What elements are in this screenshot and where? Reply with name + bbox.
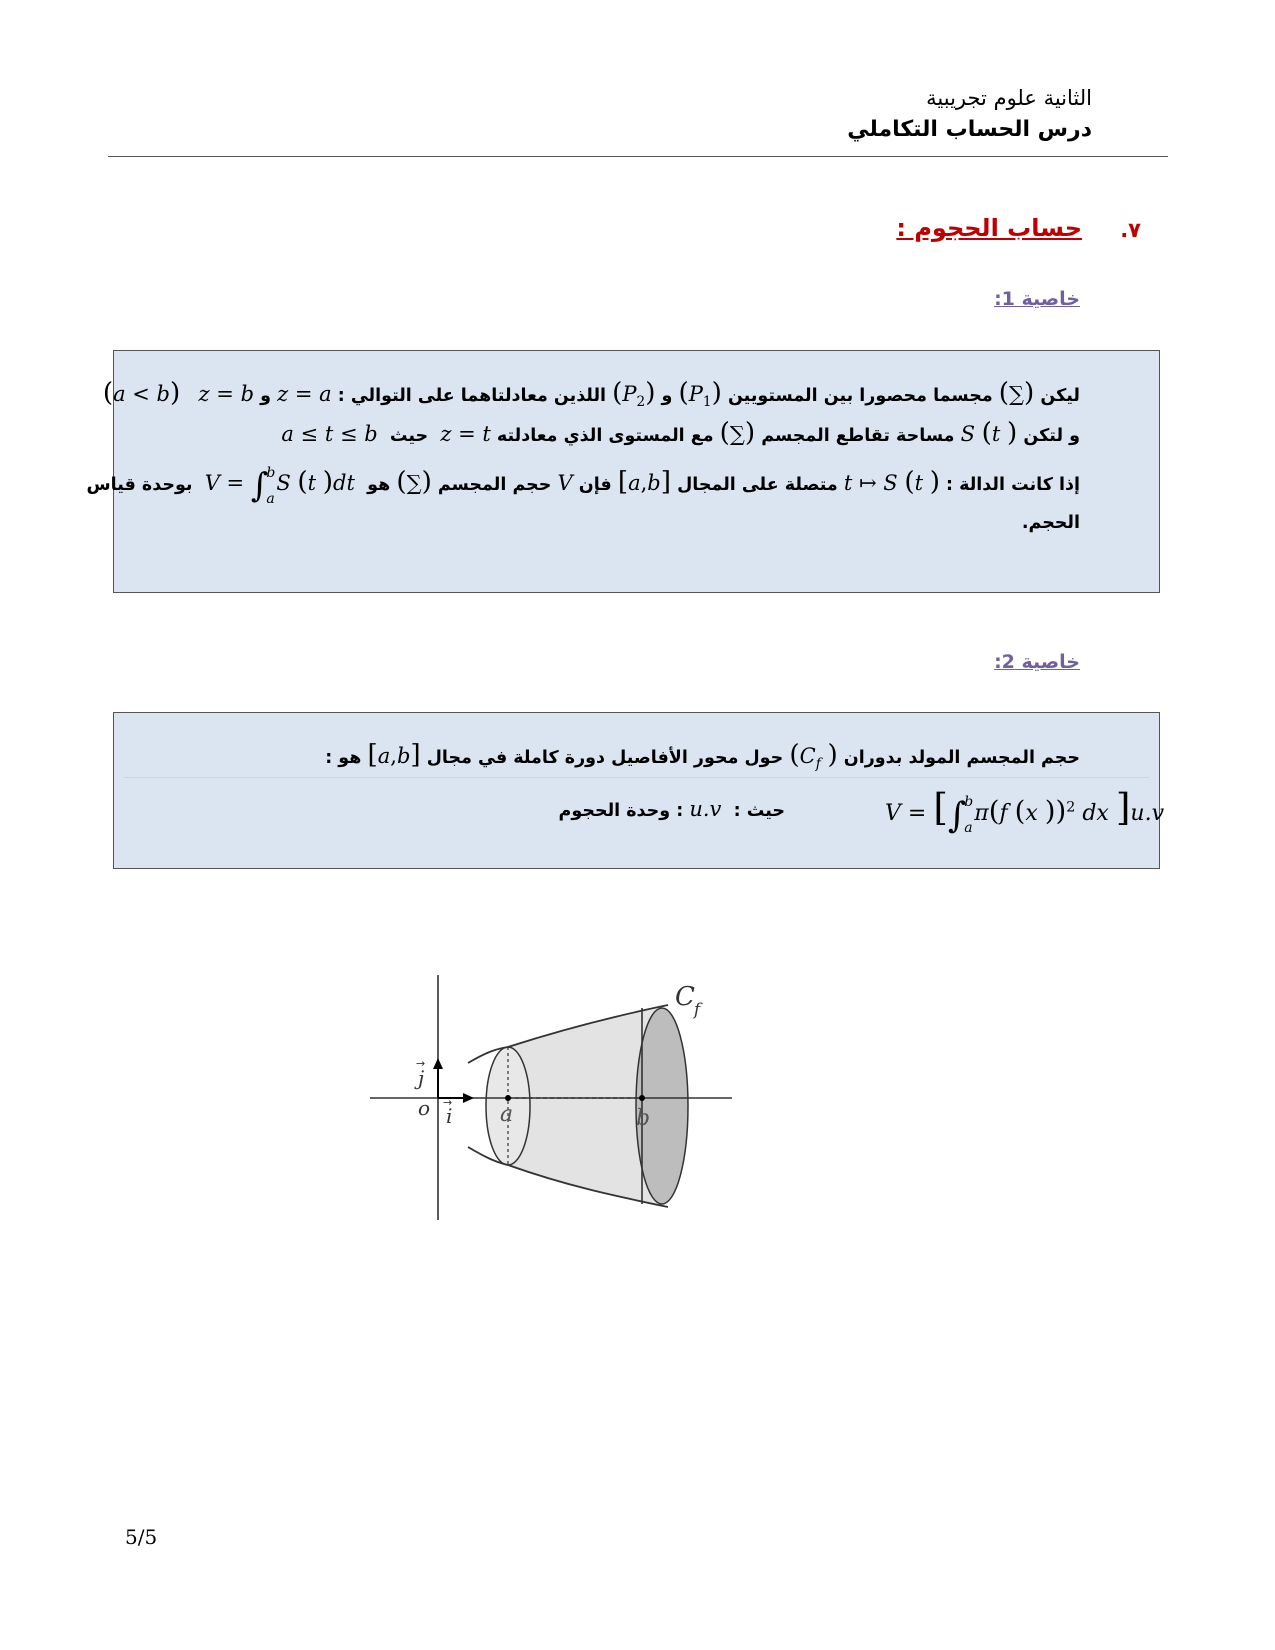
- unit-uv: u.v: [689, 797, 722, 821]
- point-b-dot: [639, 1095, 645, 1101]
- section-title: حساب الحجوم :: [896, 214, 1082, 242]
- point-a-dot: [505, 1095, 511, 1101]
- interval-ab-2: [a,b]: [367, 740, 421, 770]
- condition-t-range: a ≤ t ≤ b: [281, 422, 378, 446]
- curve-label: Cf: [675, 982, 701, 1020]
- vector-i-arrowhead: [463, 1093, 474, 1103]
- plane-p2: $(P_2)$: [612, 378, 656, 411]
- property-1-line-4: الحجم.: [1021, 513, 1080, 533]
- sigma-solid-3: (∑): [396, 467, 432, 497]
- document-level: الثانية علوم تجريبية: [926, 86, 1092, 110]
- volume-integral-formula: V = ∫ b a S (t )dt: [204, 464, 355, 507]
- solid-of-revolution-figure: [370, 975, 770, 1245]
- condition-a-lt-b: (a < b): [102, 378, 181, 408]
- property-1-line-3: إذا كانت الدالة : t ↦ S (t ) متصلة على المجال [a,b] فإن V حجم المجسم (∑) هو V = ∫ b a S (t )dt بوحدة قياس: [86, 464, 1080, 507]
- sigma-solid-2: (∑): [719, 418, 756, 448]
- vector-j-arrowhead: [433, 1058, 443, 1069]
- revolution-volume-formula: V = [∫ b a π(f (x ))$^2$ dx ]u.v: [885, 785, 1164, 837]
- property-1-line-1: ليكن (∑) مجسما محصورا بين المستويين $(P_1)$ و $(P_2)$ اللذين معادلتاهما على التوالي : z = a و z = b (a < b): [102, 378, 1080, 411]
- vector-i-arrow-label: →: [443, 1096, 453, 1109]
- volume-v: V: [557, 471, 573, 495]
- property-1-line-2: و لتكن S (t ) مساحة تقاطع المجسم (∑) مع المستوى الذي معادلته z = t حيث a ≤ t ≤ b: [281, 418, 1080, 448]
- property-1-title: خاصية 1:: [994, 288, 1080, 310]
- curve-cf: ($C_f$ ): [789, 740, 838, 773]
- property-2-line-2: حيث : u.v : وحدة الحجوم: [558, 797, 785, 821]
- property-2-title: خاصية 2:: [994, 651, 1080, 673]
- table-row-divider: [124, 777, 1149, 778]
- page-number: 5/5: [125, 1525, 158, 1549]
- point-a-label: a: [500, 1102, 514, 1127]
- equation-z-t: z = t: [440, 422, 491, 446]
- sigma-solid: (∑): [998, 378, 1035, 408]
- section-number: .٧: [1120, 218, 1141, 242]
- area-s-t: S (t ): [960, 418, 1018, 448]
- function-s: t ↦ S (t ): [843, 467, 940, 497]
- equation-z-b: z = b: [198, 382, 255, 406]
- property-2-line-1: حجم المجسم المولد بدوران ($C_f$ ) حول محور الأفاصيل دورة كاملة في مجال [a,b] هو :: [325, 740, 1080, 773]
- point-b-label: b: [636, 1106, 651, 1131]
- interval-ab: [a,b]: [617, 467, 671, 497]
- equation-z-a: z = a: [277, 382, 332, 406]
- lesson-title: درس الحساب التكاملي: [847, 117, 1092, 142]
- plane-p1: $(P_1)$: [678, 378, 722, 411]
- vector-j-arrow-label: →: [416, 1057, 426, 1070]
- header-divider: [108, 156, 1168, 157]
- vector-j-label: j: [418, 1066, 425, 1090]
- vector-i-label: i: [446, 1104, 453, 1128]
- origin-label: o: [418, 1096, 431, 1120]
